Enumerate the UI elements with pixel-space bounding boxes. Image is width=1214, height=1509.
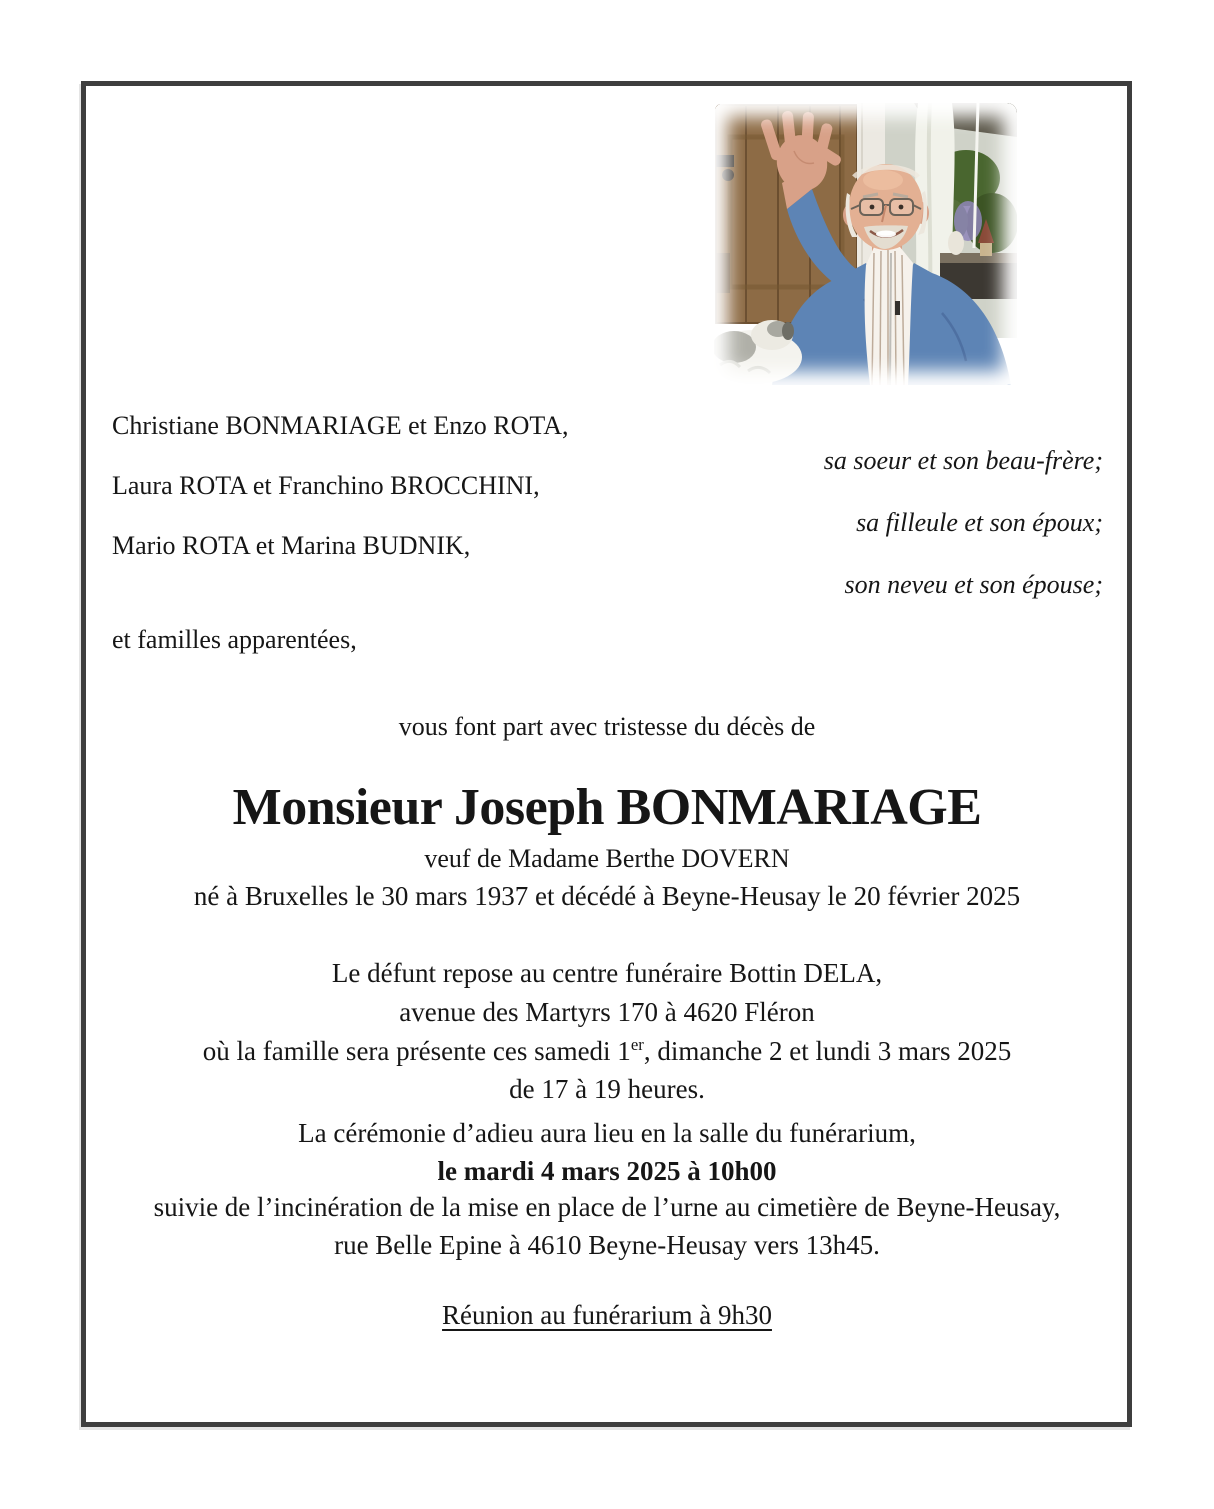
announcer-relation-2: sa filleule et son époux; bbox=[856, 508, 1103, 537]
repose-line-1: Le défunt repose au centre funéraire Bottin DELA, bbox=[331, 958, 883, 988]
announcer-relation-3: son neveu et son épouse; bbox=[844, 570, 1103, 599]
repose-line-4: de 17 à 19 heures. bbox=[509, 1074, 705, 1104]
ceremony-line-3: suivie de l’incinération de la mise en place de l’urne au cimetière de Beyne-Heusay, bbox=[153, 1192, 1061, 1222]
repose-line-2: avenue des Martyrs 170 à 4620 Fléron bbox=[399, 997, 815, 1027]
ceremony-line-4: rue Belle Epine à 4610 Beyne-Heusay vers 13h45. bbox=[334, 1230, 880, 1260]
repose-line-3-suffix: , dimanche 2 et lundi 3 mars 2025 bbox=[643, 1036, 1012, 1066]
deceased-name-title: Monsieur Joseph BONMARIAGE bbox=[232, 779, 982, 836]
families-line: et familles apparentées, bbox=[112, 625, 357, 654]
widower-line: veuf de Madame Berthe DOVERN bbox=[424, 844, 790, 873]
portrait-photo bbox=[714, 103, 1017, 385]
ordinal-superscript: er bbox=[630, 1035, 644, 1054]
repose-line-3 bbox=[0, 1036, 1214, 1067]
life-dates-line: né à Bruxelles le 30 mars 1937 et décédé à Beyne-Heusay le 20 février 2025 bbox=[193, 881, 1021, 911]
intro-line: vous font part avec tristesse du décès de bbox=[398, 712, 816, 741]
ceremony-line-1: La cérémonie d’adieu aura lieu en la salle du funérarium, bbox=[298, 1118, 916, 1148]
ceremony-date-line: le mardi 4 mars 2025 à 10h00 bbox=[437, 1156, 777, 1186]
announcer-relation-1: sa soeur et son beau-frère; bbox=[823, 446, 1103, 475]
repose-line-3-prefix: où la famille sera présente ces samedi 1 bbox=[202, 1036, 631, 1066]
meeting-line: Réunion au funérarium à 9h30 bbox=[442, 1300, 772, 1330]
announcer-names-2: Laura ROTA et Franchino BROCCHINI, bbox=[112, 471, 540, 500]
announcer-names-3: Mario ROTA et Marina BUDNIK, bbox=[112, 531, 471, 560]
announcer-names-1: Christiane BONMARIAGE et Enzo ROTA, bbox=[112, 411, 569, 440]
